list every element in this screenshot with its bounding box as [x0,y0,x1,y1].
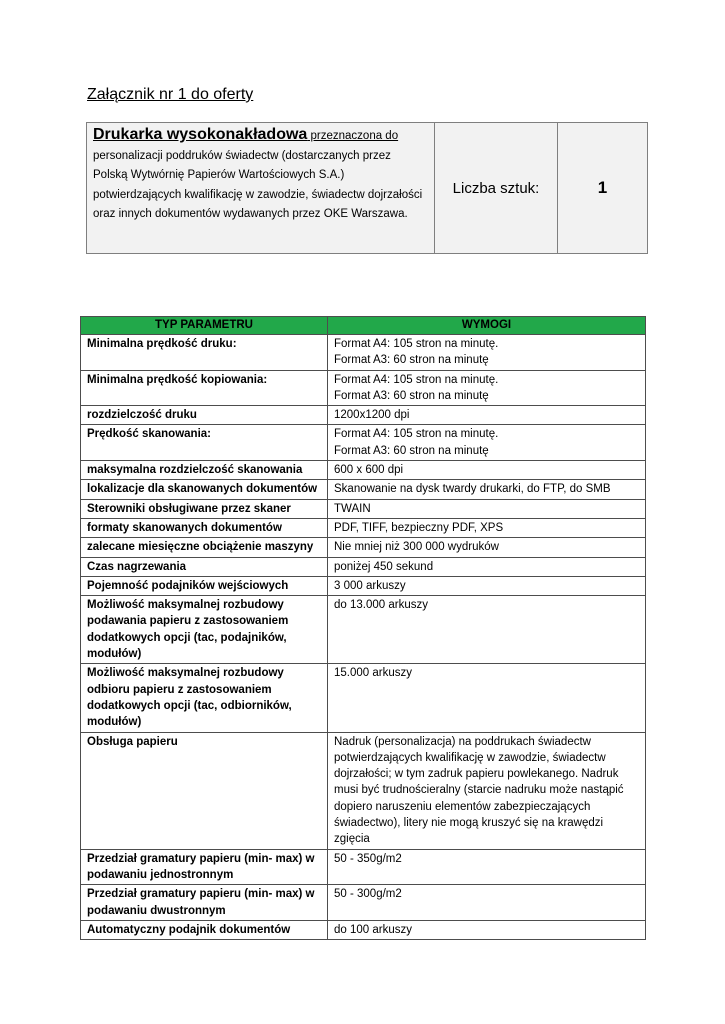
parameter-name: Sterowniki obsługiwane przez skaner [81,499,328,518]
requirement-value [328,461,646,480]
requirement-line: PDF, TIFF, bezpieczny PDF, XPS [334,521,504,534]
requirement-line: Format A3: 60 stron na minutę [334,389,489,402]
requirement-value [328,596,646,664]
parameter-name: lokalizacje dla skanowanych dokumentów [81,480,328,499]
table-row [81,425,646,461]
table-row [81,732,646,849]
count-label: Liczba sztuk: [435,123,558,254]
parameter-name: rozdzielczość druku [81,406,328,425]
product-description: personalizacji poddruków świadectw (dostarczanych przez Polską Wytwórnię Papierów Wartościowych S.A.) potwierdzających kwalifikację w zawodzie, świadectw dojrzałości oraz innych dokumentów wydawanych przez OKE Warszawa. [93,149,423,220]
table-row [81,885,646,921]
table-row [81,849,646,885]
requirement-line: Skanowanie na dysk twardy drukarki, do FTP, do SMB [334,483,611,496]
requirement-line: Format A3: 60 stron na minutę [334,444,489,457]
table-row [81,499,646,518]
requirement-line: 50 - 300g/m2 [334,888,402,901]
offer-header-table [86,122,648,254]
parameter-name: Przedział gramatury papieru (min- max) w podawaniu jednostronnym [81,849,328,885]
table-row [81,576,646,595]
parameter-name: Możliwość maksymalnej rozbudowy odbioru papieru z zastosowaniem dodatkowych opcji (tac, odbiorników, modułów) [81,664,328,732]
requirement-line: Nadruk (personalizacja) na poddrukach świadectw potwierdzających kwalifikację w zawodzie, świadectw dojrzałości; w tym zadruk papieru powlekanego. Nadruk musi być trudnościeralny (starcie nadruku może nastąpić dopiero naruszeniu elementów zabezpieczających świadectwo), litery nie mogą kruszyć się na krawędzi zgięcia [334,735,624,846]
table-row [81,406,646,425]
count-value: 1 [558,123,648,254]
requirement-line: 3 000 arkuszy [334,579,406,592]
requirement-line: Format A4: 105 stron na minutę. [334,373,499,386]
requirement-line: Format A4: 105 stron na minutę. [334,338,499,350]
spec-table-header-row [81,317,646,335]
table-row [81,480,646,499]
requirement-line: Nie mniej niż 300 000 wydruków [334,541,499,554]
parameter-name: Automatyczny podajnik dokumentów [81,920,328,939]
spec-table [80,316,646,940]
parameter-name: Prędkość skanowania: [81,425,328,461]
requirement-value [328,518,646,537]
requirement-line: 1200x1200 dpi [334,409,410,422]
requirement-value [328,885,646,921]
table-row [81,370,646,406]
requirement-line: poniżej 450 sekund [334,560,434,573]
table-row [81,518,646,537]
requirement-value [328,499,646,518]
requirement-value [328,335,646,371]
product-name: Drukarka wysokonakładowa [93,126,308,143]
requirement-value [328,406,646,425]
requirement-value [328,732,646,849]
parameter-name: Pojemność podajników wejściowych [81,576,328,595]
requirement-value [328,664,646,732]
spec-table-body [81,335,646,940]
table-row [81,557,646,576]
parameter-name: formaty skanowanych dokumentów [81,518,328,537]
requirement-value [328,370,646,406]
requirement-value [328,425,646,461]
table-row [81,538,646,557]
requirement-line: Format A3: 60 stron na minutę [334,354,489,367]
requirement-value [328,538,646,557]
parameter-name: Obsługa papieru [81,732,328,849]
parameter-name: maksymalna rozdzielczość skanowania [81,461,328,480]
table-row [81,920,646,939]
requirement-line: do 100 arkuszy [334,923,412,936]
table-row [81,596,646,664]
parameter-name: Przedział gramatury papieru (min- max) w podawaniu dwustronnym [81,885,328,921]
page-heading: Załącznik nr 1 do oferty [87,86,254,103]
requirement-line: TWAIN [334,502,371,515]
requirement-line: 15.000 arkuszy [334,667,412,680]
table-row [81,461,646,480]
parameter-name: Czas nagrzewania [81,557,328,576]
offer-header-row [87,123,648,254]
requirement-value [328,576,646,595]
parameter-name: Możliwość maksymalnej rozbudowy podawania papieru z zastosowaniem dodatkowych opcji (tac, podajników, modułów) [81,596,328,664]
column-header-parameter: TYP PARAMETRU [81,317,328,335]
requirement-line: 600 x 600 dpi [334,464,404,477]
product-description-cell [87,123,435,254]
parameter-name: Minimalna prędkość druku: [81,335,328,371]
parameter-name: zalecane miesięczne obciążenie maszyny [81,538,328,557]
requirement-value [328,849,646,885]
requirement-value [328,920,646,939]
product-first-line: przeznaczona do [307,130,399,142]
requirement-line: Format A4: 105 stron na minutę. [334,428,499,441]
column-header-requirements: WYMOGI [328,317,646,335]
requirement-value [328,557,646,576]
table-row [81,335,646,371]
requirement-value [328,480,646,499]
requirement-line: do 13.000 arkuszy [334,599,428,612]
parameter-name: Minimalna prędkość kopiowania: [81,370,328,406]
requirement-line: 50 - 350g/m2 [334,852,402,865]
table-row [81,664,646,732]
